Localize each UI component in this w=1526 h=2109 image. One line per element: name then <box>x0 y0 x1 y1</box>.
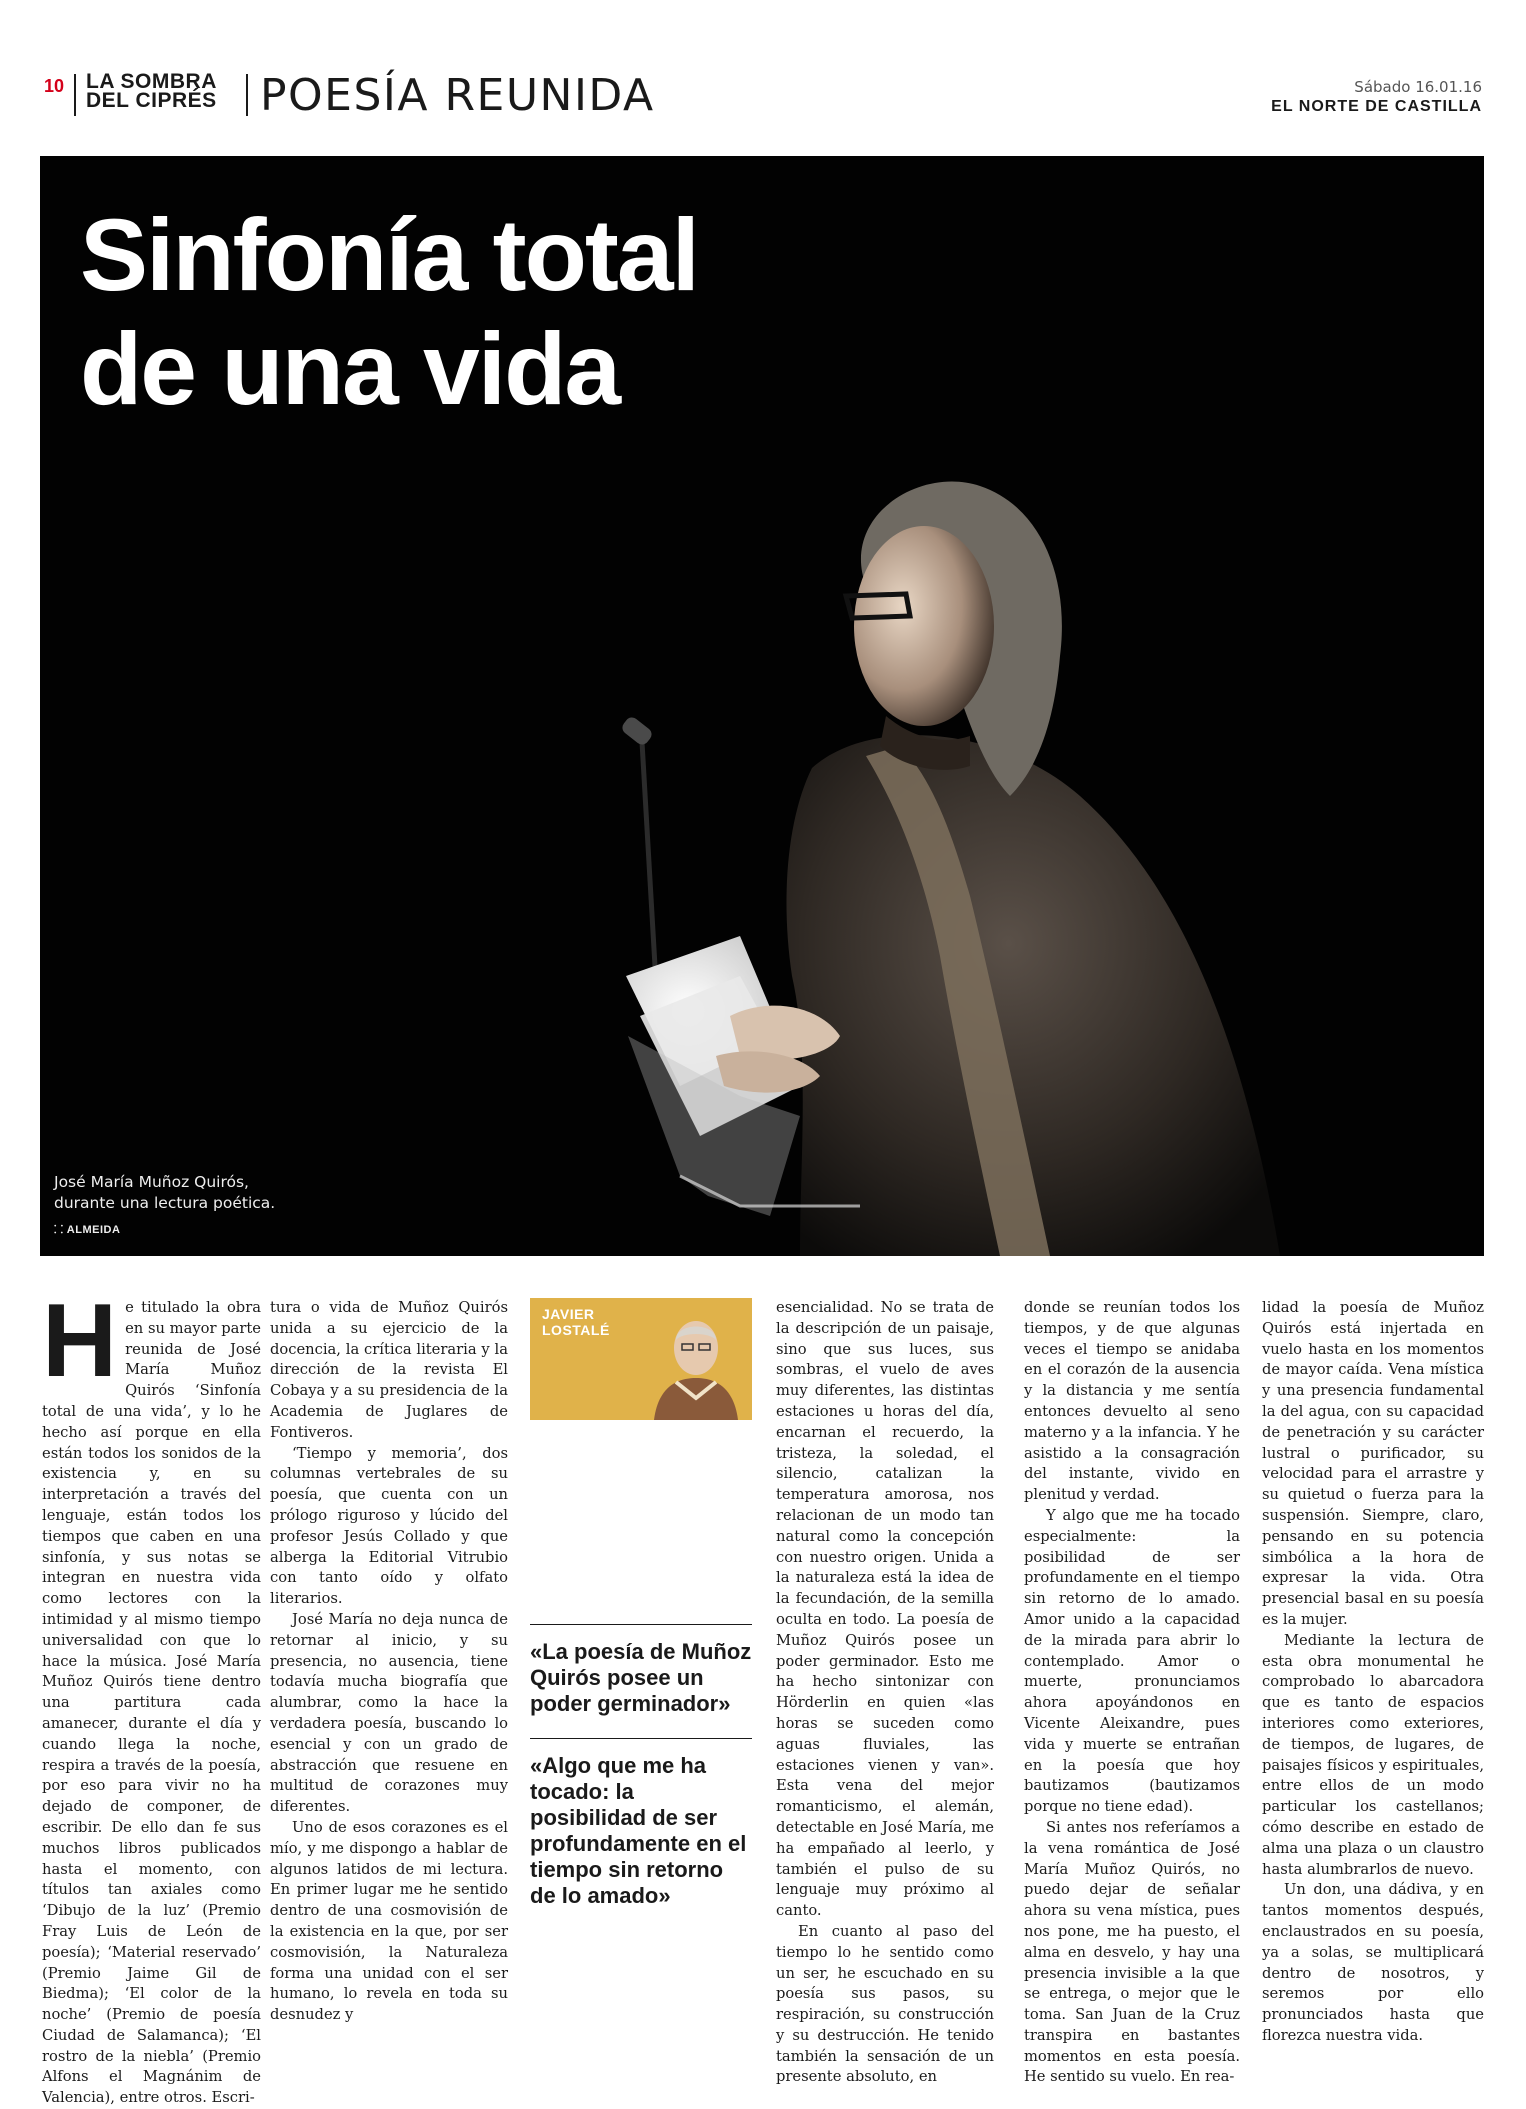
author-last-name: LOSTALÉ <box>542 1322 610 1338</box>
article-column-6 <box>1262 1298 1484 2047</box>
page-header <box>42 68 1484 128</box>
author-box <box>530 1298 752 1420</box>
drop-cap: H <box>42 1283 118 1399</box>
article-paragraph: tura o vida de Muñoz Quirós unida a su ejercicio de la docencia, la crítica literaria y la dirección de la revista El Cobaya y a su presidencia de la Academia de Juglares de Fontiveros. <box>270 1299 508 1441</box>
issue-date: Sábado 16.01.16 <box>1354 78 1482 96</box>
article-column-1 <box>42 1283 261 2109</box>
photo-caption <box>54 1172 275 1214</box>
header-divider <box>74 74 76 116</box>
article-paragraph: esencialidad. No se trata de la descripción de un paisaje, sino que sus luces, sus sombras, el vuelo de aves muy diferentes, las distintas estaciones u horas del día, encarnan el recuerdo, la tristeza, la soledad, el silencio, catalizan la temperatura amorosa, nos relacionan de un modo tan natural como la concepción con nuestro origen. Unida a la naturaleza está la idea de la fecundación, de la semilla oculta en todo. La poesía de Muñoz Quirós posee un poder germinador. Esto me ha hecho sintonizar con Hörderlin en quien «las horas se suceden como aguas fluviales, las estaciones vienen y van». Esta vena del mejor romanticismo, el alemán, detectable en José María, me ha empañado al leerlo, y también el pulso de su lenguaje muy próximo al canto. <box>776 1299 994 1920</box>
caption-line2: durante una lectura poética. <box>54 1194 276 1212</box>
article-paragraph: donde se reunían todos los tiempos, y de que algunas veces el tiempo se anidaba en el corazón de la ausencia y la distancia y me sentía entonces devuelto al seno materno y a la infancia. Y he asistido a la consagración del instante, vivido en plenitud y verdad. <box>1024 1299 1240 1504</box>
lead-photo <box>40 156 1484 1256</box>
article-column-4 <box>776 1298 994 2088</box>
page-number: 10 <box>44 76 65 96</box>
header-divider <box>246 74 248 116</box>
section-label-line1: LA SOMBRA <box>86 70 217 93</box>
caption-line1: José María Muñoz Quirós, <box>54 1173 249 1191</box>
article-paragraph: En cuanto al paso del tiempo lo he sentido como un ser, he escuchado en su poesía sus pasos, su respiración, su construcción y su destrucción. He tenido también la sensación de un presente absoluto, en <box>776 1922 994 2086</box>
camera-icon: ⸬ <box>54 1224 67 1236</box>
author-portrait <box>646 1298 746 1420</box>
article-column-2 <box>270 1298 508 2026</box>
author-name <box>542 1306 610 1338</box>
article-paragraph: ‘Tiempo y memoria’, dos columnas vertebrales de su poesía, que cuenta con un prólogo riguroso y lúcido del profesor Jesús Collado y que alberga la Editorial Vitrubio con tanto oído y olfato literarios. <box>270 1444 508 1608</box>
article-paragraph: lidad la poesía de Muñoz Quirós está injertada en vuelo hasta en los momentos de mayor caída. Vena mística y una presencia fundamental la del agua, con su capacidad de penetración y su carácter lustral o purificador, su velocidad para el arrastre y su quietud o fuerza para la suspensión. Siempre, claro, pensando en su potencia simbólica a la hora de expresar la vida. Otra presencial basal en su poesía es la mujer. <box>1262 1299 1484 1628</box>
article-paragraph: Mediante la lectura de esta obra monumental he comprobado lo abarcadora que es tanto de espacios interiores como exteriores, de tiempos, de lugares, de paisajes físicos y espirituales, entre ellos de un modo particular los castellanos; cómo describe en estado de alma una plaza o un claustro hasta alumbrarlos de nuevo. <box>1262 1631 1484 1878</box>
headline-line1: Sinfonía total <box>80 198 698 312</box>
article-paragraph: Un don, una dádiva, y en tantos momentos después, enclaustrados en su poesía, ya a solas, se multiplicará dentro de nosotros, y seremos por ello pronunciados hasta que florezca nuestra vida. <box>1262 1881 1484 2044</box>
article-column-5 <box>1024 1298 1240 2088</box>
article-paragraph: Y algo que me ha tocado especialmente: la posibilidad de ser profundamente en el tiempo sin retorno de lo amado. Amor unido a la capacidad de la mirada para abrir lo contemplado. Amor o muerte, pronunciamos ahora apoyándonos en Vicente Aleixandre, pues vida y muerte se entrañan en la poesía que hoy bautizamos (bautizamos porque no tiene edad). <box>1024 1506 1240 1816</box>
headline-line2: de una vida <box>80 312 620 426</box>
article-paragraph: Si antes nos referíamos a la vena romántica de José María Muñoz Quirós, no puedo dejar de señalar ahora su vena mística, pues nos pone, me ha puesto, el alma en desvelo, y hay una presencia invisible a la que se entrega, o mejor que le toma. San Juan de la Cruz transpira en bastantes momentos en esta poesía. He sentido su vuelo. En rea- <box>1024 1818 1240 2086</box>
section-title: POESÍA REUNIDA <box>260 70 655 121</box>
section-label <box>86 72 217 110</box>
article-paragraph: e titulado la obra en su mayor parte reunida de José María Muñoz Quirós ‘Sinfonía total de una vida’, y lo he hecho así porque en ella están todos los sonidos de la existencia y, en su interpretación a través del lenguaje, están todos los tiempos que caben en una sinfonía, y sus notas se integran en nuestra vida como lectores con la intimidad y al mismo tiempo universalidad con que lo hace la música. José María Muñoz Quirós tiene dentro una partitura cada amanecer, durante el día y cuando llega la noche, respira a través de la poesía, por eso para vivir no ha dejado de componer, de escribir. De ello dan fe sus muchos libros publicados hasta el momento, con títulos tan axiales como ‘Dibujo de la luz’ (Premio Fray Luis de León de poesía); ‘Material reservado’ (Premio Jaime Gil de Biedma); ‘El color de la noche’ (Premio de poesía Ciudad de Salamanca); ‘El rostro de la niebla’ (Premio Alfons el Magnánim de Valencia), entre otros. Escri- <box>42 1299 261 2107</box>
newspaper-name: EL NORTE DE CASTILLA <box>1271 98 1482 115</box>
photo-credit <box>54 1222 120 1237</box>
photo-credit-name: ALMEIDA <box>66 1224 121 1236</box>
author-first-name: JAVIER <box>542 1306 595 1322</box>
article-paragraph: Uno de esos corazones es el mío, y me dispongo a hablar de algunos latidos de mi lectura. En primer lugar me he sentido dentro de una cosmovisión de la existencia en la que, por ser cosmovisión, la Naturaleza forma una unidad con el ser humano, lo revela en toda su desnudez y <box>270 1818 508 2024</box>
article-paragraph: José María no deja nunca de retornar al inicio, y su presencia, no ausencia, tiene todavía mucha biografía que alumbrar, como la hace la verdadera poesía, buscando lo esencial y con un grado de abstracción que resuene en multitud de corazones muy diferentes. <box>270 1610 508 1816</box>
section-label-line2: DEL CIPRÉS <box>86 89 217 112</box>
pull-quote: «La poesía de Muñoz Quirós posee un poder germinador» <box>530 1624 752 1717</box>
headline <box>80 198 698 426</box>
pull-quote: «Algo que me ha tocado: la posibilidad de ser profundamente en el tiempo sin retorno de lo amado» <box>530 1738 752 1909</box>
